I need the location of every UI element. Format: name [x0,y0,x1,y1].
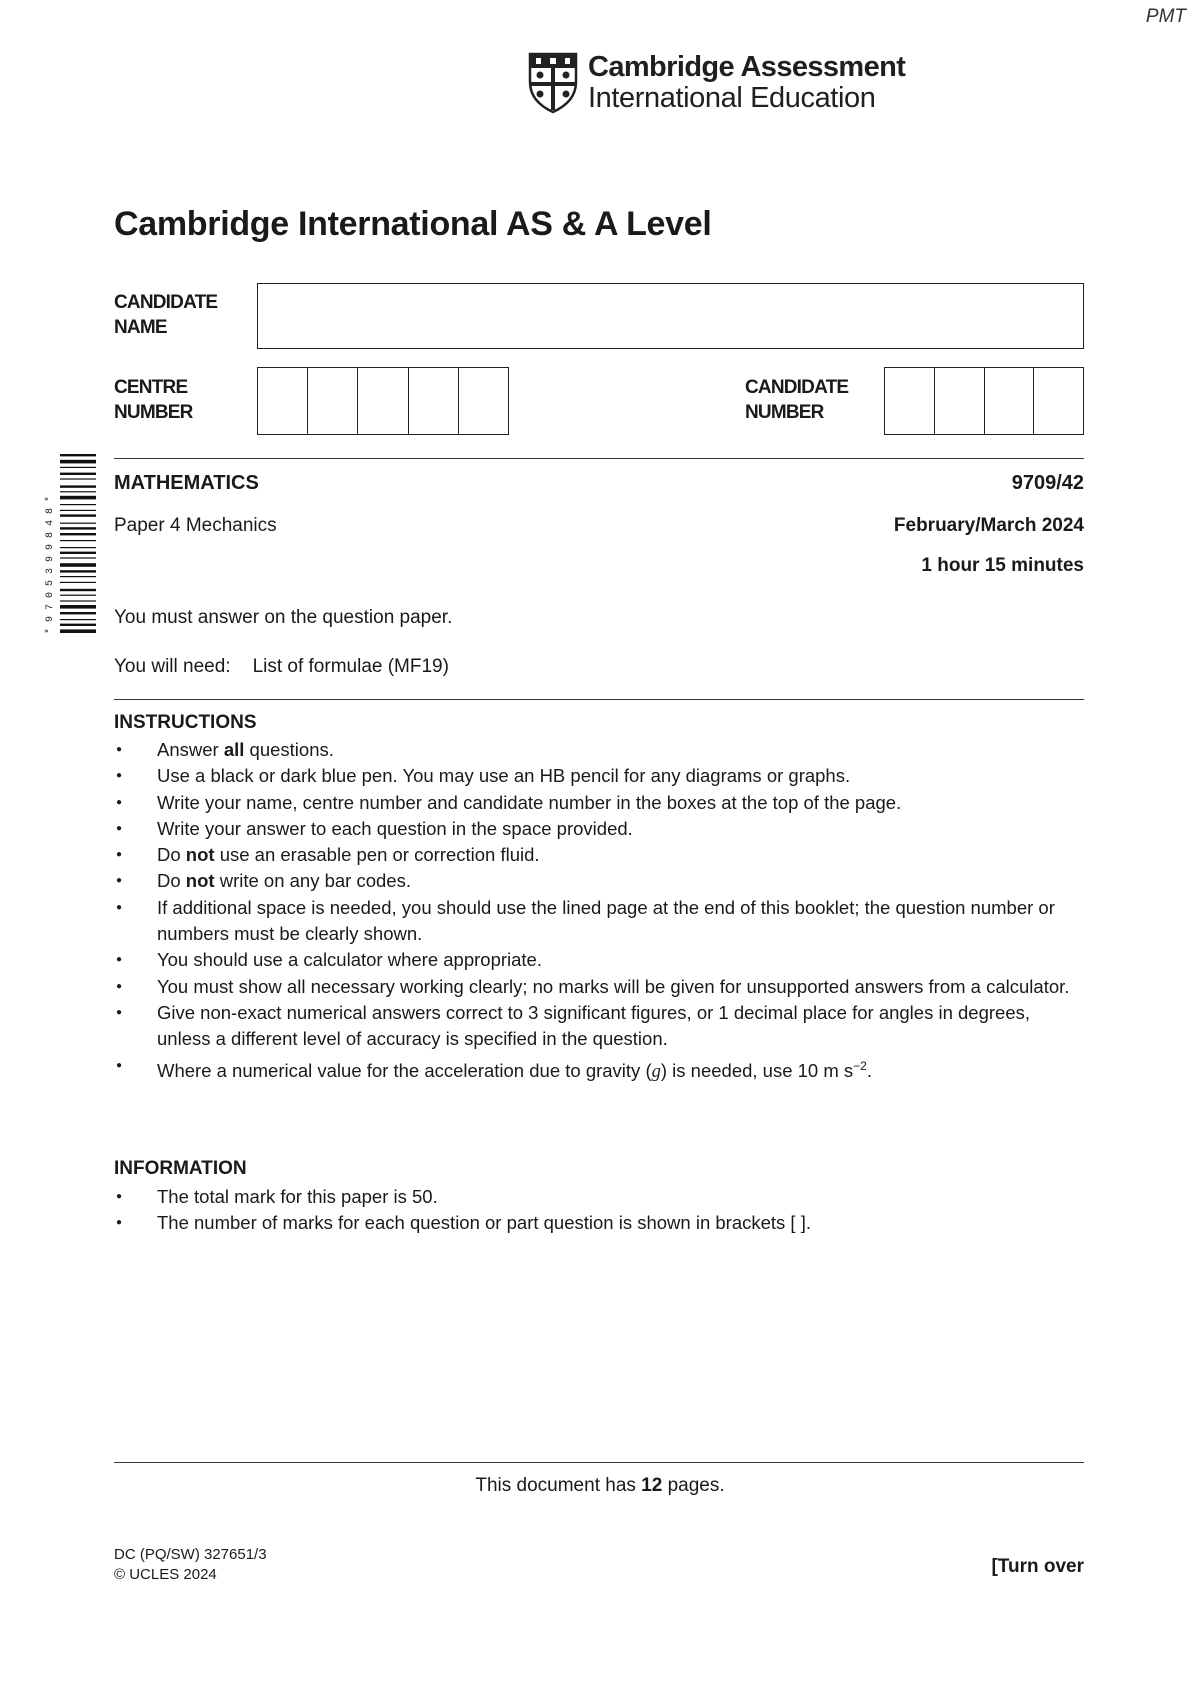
list-item: ● Answer all questions. [114,737,1074,763]
barcode-bar [60,629,96,633]
need-label: You will need: [114,656,231,677]
exam-session: February/March 2024 [893,515,1084,536]
candidate-number-cell[interactable] [885,368,935,434]
barcode-bar [60,485,96,487]
candidate-number-cell[interactable] [1034,368,1083,434]
list-item: ● Write your name, centre number and candidate number in the boxes at the top of the page. [114,790,1074,816]
barcode-bar [60,570,96,572]
barcode-bar [60,557,96,558]
barcode-bar [60,478,96,479]
barcode-bar [60,514,96,516]
list-item: ● Write your answer to each question in the space provided. [114,816,1074,842]
answer-note: You must answer on the question paper. [114,607,453,628]
centre-number-label: CENTRE NUMBER [114,377,193,423]
barcode-bar [60,595,96,596]
centre-number-cell[interactable] [308,368,358,434]
information-list [114,1184,1074,1237]
requirements [114,656,449,678]
barcode-bar [60,504,96,505]
cambridge-shield-icon [528,52,578,114]
list-item: ● Give non-exact numerical answers correct to 3 significant figures, or 1 decimal place for angles in degrees, unless a different level of accuracy is specified in the question. [114,1000,1074,1053]
need-value: List of formulae (MF19) [252,656,449,677]
list-item: ● You must show all necessary working clearly; no marks will be given for unsupported answers from a calculator. [114,974,1074,1000]
barcode-bar [60,612,96,614]
barcode-bar [60,600,96,601]
centre-number-cell[interactable] [459,368,508,434]
candidate-number-cell[interactable] [985,368,1035,434]
candidate-name-label: CANDIDATE NAME [114,292,218,338]
centre-number-cell[interactable] [358,368,408,434]
barcode-bar [60,540,96,541]
page-count: This document has 12 pages. [475,1475,725,1496]
barcode-digits: * 9 7 0 5 3 9 9 8 4 8 * [45,495,56,635]
list-item: ● Use a black or dark blue pen. You may use an HB pencil for any diagrams or graphs. [114,763,1074,789]
list-item: ● Do not write on any bar codes. [114,868,1074,894]
instructions-list [114,737,1074,1085]
barcode-bar [60,527,96,529]
barcode-bar [60,473,96,475]
barcode-bar [60,624,96,626]
barcode-bar [60,467,96,468]
list-item: ● Where a numerical value for the acceleration due to gravity (g) is needed, use 10 m $s^{-2}$. [114,1053,1074,1085]
instructions-heading: INSTRUCTIONS [114,712,257,733]
barcode-bar [60,576,96,577]
list-item: ● Do not use an erasable pen or correction fluid. [114,842,1074,868]
barcode-bar [60,582,96,583]
barcode-bar [60,589,96,591]
paper-name: Paper 4 Mechanics [114,515,277,536]
divider [114,699,1084,700]
barcode-bar [60,491,96,492]
watermark: PMT [1145,6,1186,27]
information-heading: INFORMATION [114,1158,247,1179]
candidate-name-box[interactable] [257,283,1084,349]
barcode-bar [60,496,96,500]
barcode [44,452,98,678]
centre-number-cell[interactable] [258,368,308,434]
logo-line-1: Cambridge Assessment [588,51,906,83]
page-title: Cambridge International AS & A Level [114,205,712,243]
barcode-bar [60,563,96,567]
divider [114,458,1084,459]
barcode-bar [60,460,96,464]
barcode-bar [60,619,96,620]
paper-code: 9709/42 [1011,472,1084,494]
barcode-bar [60,552,96,554]
list-item: ● If additional space is needed, you should use the lined page at the end of this booklet; the question number or numbers must be clearly shown. [114,895,1074,948]
document-reference: DC (PQ/SW) 327651/3 © UCLES 2024 [114,1546,267,1583]
list-item: ● The number of marks for each question or part question is shown in brackets [ ]. [114,1210,1074,1236]
subject: MATHEMATICS [114,472,259,494]
barcode-bar [60,547,96,548]
centre-number-boxes[interactable] [257,367,509,435]
centre-number-cell[interactable] [409,368,459,434]
candidate-number-cell[interactable] [935,368,985,434]
barcode-bar [60,510,96,511]
logo-line-2: International Education [588,82,876,114]
barcode-bar [60,533,96,535]
barcode-bar [60,454,96,456]
divider [114,1462,1084,1463]
candidate-number-boxes[interactable] [884,367,1084,435]
list-item: ● The total mark for this paper is 50. [114,1184,1074,1210]
candidate-number-label: CANDIDATE NUMBER [745,377,849,423]
list-item: ● You should use a calculator where appropriate. [114,947,1074,973]
barcode-bar [60,605,96,609]
barcode-bars [60,454,96,633]
duration: 1 hour 15 minutes [921,555,1084,576]
barcode-bar [60,523,96,524]
turn-over: [Turn over [991,1556,1084,1577]
